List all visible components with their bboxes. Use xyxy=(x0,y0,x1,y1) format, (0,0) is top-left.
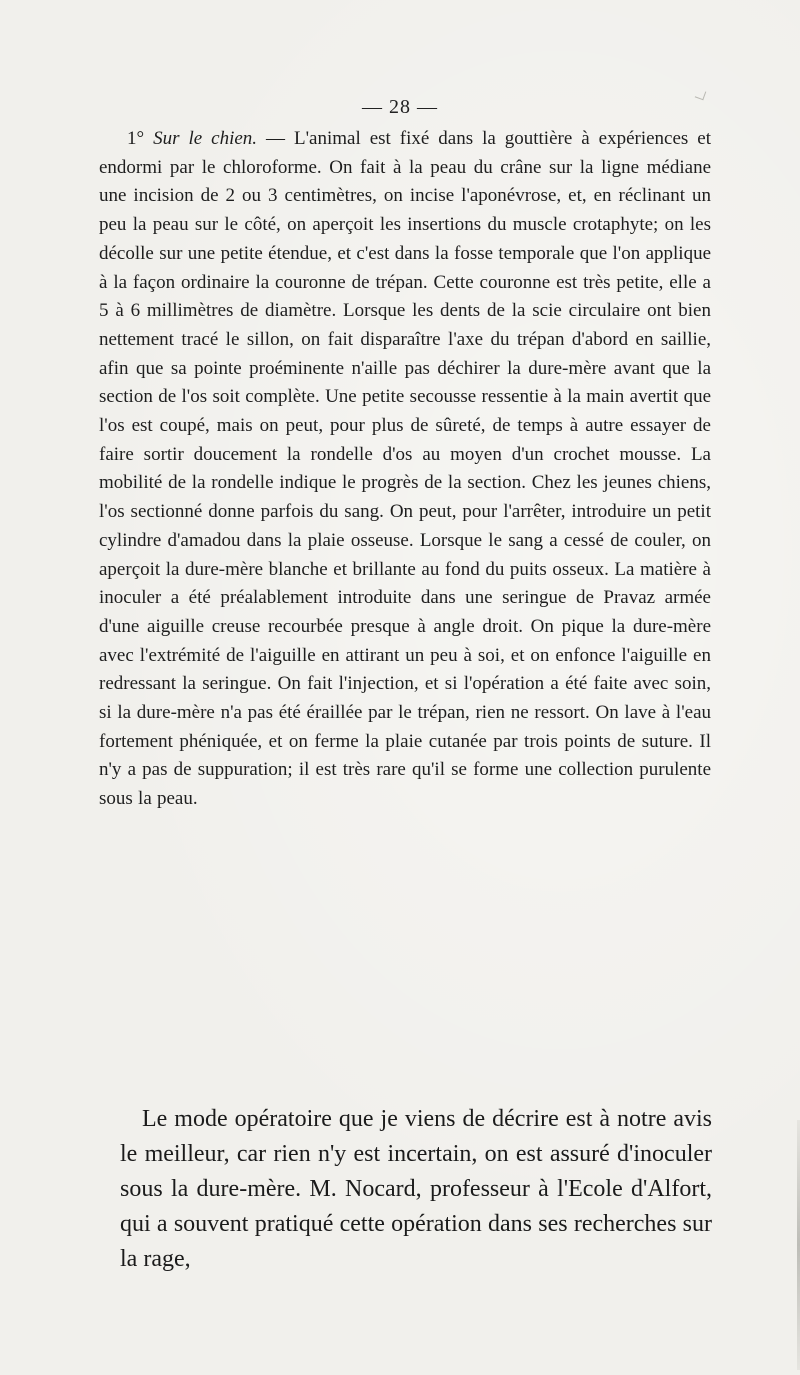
paragraph-chien xyxy=(99,125,711,814)
paragraph-body: — L'animal est fixé dans la gouttière à expériences et endormi par le chloroforme. On fait à la peau du crâne sur la ligne médiane une incision de 2 ou 3 centimètres, on incise l'aponévrose, et, en réclinant un peu la peau sur le côté, on aperçoit les insertions du muscle crotaphyte; on les décolle sur une petite étendue, et c'est dans la fosse temporale que l'on applique à la façon ordinaire la couronne de trépan. Cette couronne est très petite, elle a 5 à 6 millimètres de diamètre. Lorsque les dents de la scie circulaire ont bien nettement tracé le sillon, on fait disparaître l'axe du trépan d'abord en saillie, afin que sa pointe proéminente n'aille pas déchirer la dure-mère avant que la section de l'os soit complète. Une petite secousse ressentie à la main avertit que l'os est coupé, mais on peut, pour plus de sûreté, de temps à autre essayer de faire sortir doucement la rondelle d'os au moyen d'un crochet mousse. La mobilité de la rondelle indique le progrès de la section. Chez les jeunes chiens, l'os sectionné donne parfois du sang. On peut, pour l'arrêter, introduire un petit cylindre d'amadou dans la plaie osseuse. Lorsque le sang a cessé de couler, on aperçoit la dure-mère blanche et brillante au fond du puits osseux. La matière à inoculer a été préalablement introduite dans une seringue de Pravaz armée d'une aiguille creuse recourbée presque à angle droit. On pique la dure-mère avec l'extrémité de l'aiguille en attirant un peu à soi, et on enfonce l'aiguille en redressant la seringue. On fait l'injection, et si l'opération a été faite avec soin, si la dure-mère n'a pas été éraillée par le trépan, rien ne ressort. On lave à l'eau fortement phéniquée, et on ferme la plaie cutanée par trois points de suture. Il n'y a pas de suppuration; il est très rare qu'il se forme une collection purulente sous la peau. xyxy=(99,128,712,810)
section-marker: 1° xyxy=(127,128,145,149)
section-title: Sur le chien. xyxy=(153,128,258,149)
main-paragraph xyxy=(99,125,711,814)
large-paragraph: Le mode opératoire que je viens de décrire est à notre avis le meilleur, car rien n'y est incertain, on est assuré d'inoculer sous la dure-mère. M. Nocard, professeur à l'Ecole d'Alfort, qui a souvent pratiqué cette opération dans ses recherches sur la rage, xyxy=(120,1106,712,1272)
page-number: — 28 — xyxy=(362,96,438,118)
